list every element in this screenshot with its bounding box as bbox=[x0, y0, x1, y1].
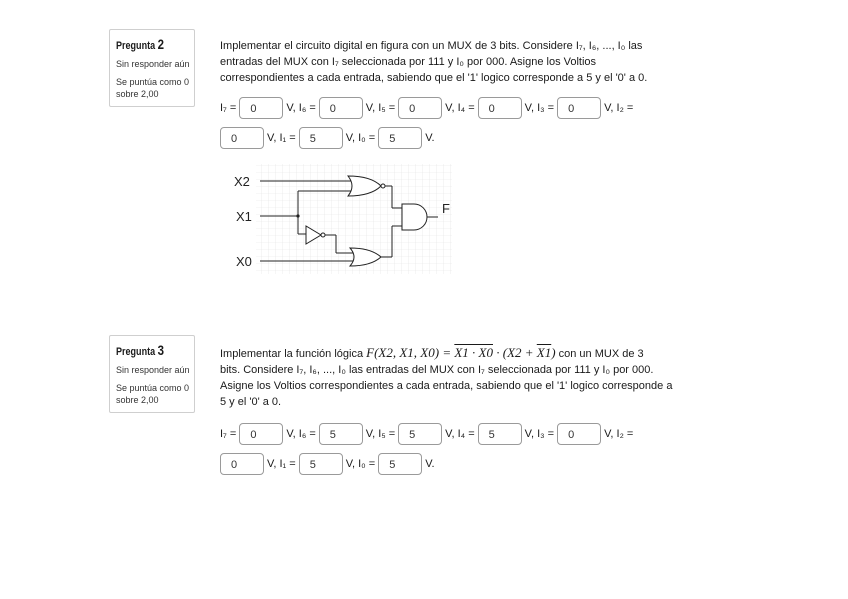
question-2-info bbox=[109, 29, 195, 107]
q2-input-i4[interactable]: 0 bbox=[478, 97, 522, 119]
formula: F(X2, X1, X0) = X1 · X0 · (X2 + X1) bbox=[366, 345, 556, 360]
question-2-grade: Se puntúa como 0 sobre 2,00 bbox=[116, 77, 190, 99]
circuit-diagram bbox=[226, 158, 454, 276]
question-2-row1: I₇ = 0 V, I₆ = 0 V, I₅ = 0 V, I₄ = 0 V, I₃ = 0 V, I₂ = bbox=[220, 95, 636, 121]
q3-input-i4[interactable]: 5 bbox=[478, 423, 522, 445]
circuit-label-x2: X2 bbox=[234, 174, 250, 189]
q2-input-i2[interactable]: 0 bbox=[220, 127, 264, 149]
question-3-row2: 0 V, I₁ = 5 V, I₀ = 5 V. bbox=[220, 451, 438, 477]
q2-input-i7[interactable]: 0 bbox=[239, 97, 283, 119]
question-3-grade: Se puntúa como 0 sobre 2,00 bbox=[116, 383, 190, 405]
question-3-text: Implementar la función lógica F(X2, X1, X0) = X1 · X0 · (X2 + X1) con un MUX de 3 bits. Considere I₇, I₆, ..., I₀ las entradas del MUX con I₇ seleccionada por 111 y I₀ por 000. Asigne los Voltios correspondientes a cada entrada, sabiendo que el '1' logico corresponde a 5 y el '0' a 0. bbox=[220, 345, 673, 408]
q3-input-i2[interactable]: 0 bbox=[220, 453, 264, 475]
question-3-title: Pregunta 3 bbox=[116, 342, 165, 358]
question-2-state: Sin responder aún bbox=[116, 59, 190, 69]
q2-input-i1[interactable]: 5 bbox=[299, 127, 343, 149]
q3-input-i5[interactable]: 5 bbox=[398, 423, 442, 445]
question-2-text: Implementar el circuito digital en figura con un MUX de 3 bits. Considere I₇, I₆, ..., I₀ las entradas del MUX con I₇ seleccionada por 111 y I₀ por 000. Asigne los Voltios correspondientes a cada entrada, sabiendo que el '1' logico corresponde a 5 y el '0' a 0. bbox=[220, 40, 648, 84]
question-2-number: 2 bbox=[157, 36, 165, 52]
question-2-row2: 0 V, I₁ = 5 V, I₀ = 5 V. bbox=[220, 125, 438, 151]
circuit-label-x1: X1 bbox=[236, 209, 252, 224]
question-3-number: 3 bbox=[157, 342, 165, 358]
q2-input-i5[interactable]: 0 bbox=[398, 97, 442, 119]
circuit-label-f: F bbox=[442, 201, 450, 216]
q2-input-i3[interactable]: 0 bbox=[557, 97, 601, 119]
circuit-label-x0: X0 bbox=[236, 254, 252, 269]
question-2-title: Pregunta 2 bbox=[116, 36, 165, 52]
q3-input-i0[interactable]: 5 bbox=[378, 453, 422, 475]
question-3-info bbox=[109, 335, 195, 413]
question-3-state: Sin responder aún bbox=[116, 365, 190, 375]
q2-input-i0[interactable]: 5 bbox=[378, 127, 422, 149]
q3-input-i6[interactable]: 5 bbox=[319, 423, 363, 445]
q3-input-i7[interactable]: 0 bbox=[239, 423, 283, 445]
q3-input-i3[interactable]: 0 bbox=[557, 423, 601, 445]
q2-input-i6[interactable]: 0 bbox=[319, 97, 363, 119]
q3-input-i1[interactable]: 5 bbox=[299, 453, 343, 475]
question-3-row1: I₇ = 0 V, I₆ = 5 V, I₅ = 5 V, I₄ = 5 V, I₃ = 0 V, I₂ = bbox=[220, 421, 636, 447]
